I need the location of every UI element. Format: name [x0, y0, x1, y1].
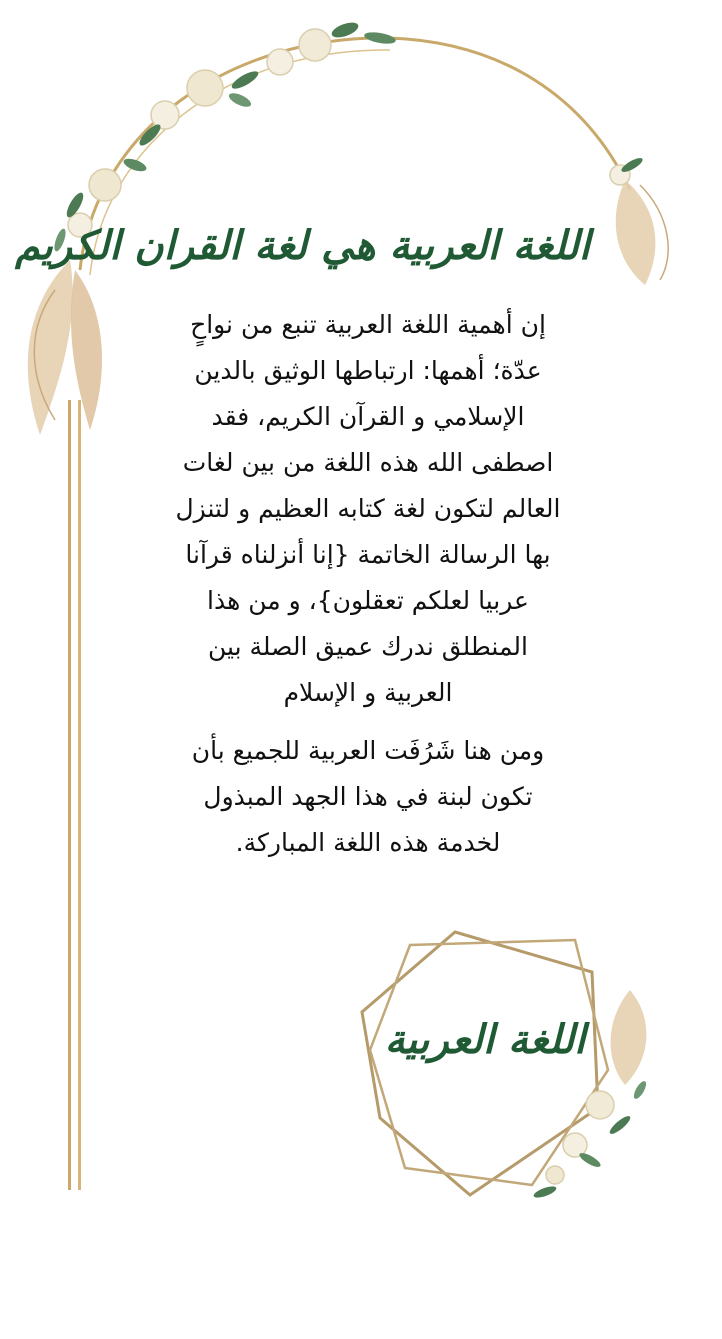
text-line: اصطفى الله هذه اللغة من بين لغات [182, 448, 554, 477]
text-line: تكون لبنة في هذا الجهد المبذول [203, 782, 533, 811]
paragraph-1 [140, 302, 596, 716]
gold-pole-left [68, 400, 71, 1190]
text-line: العالم لتكون لغة كتابه العظيم و لتنزل [175, 494, 561, 523]
gold-pole-right [78, 400, 81, 1190]
text-line: لخدمة هذه اللغة المباركة. [235, 828, 501, 857]
text-line: بها الرسالة الخاتمة {إنا أنزلناه قرآنا [185, 540, 551, 569]
text-line: عربيا لعلكم تعقلون}، و من هذا [207, 586, 529, 615]
pampas-left [28, 260, 102, 435]
pampas-right [616, 180, 668, 285]
text-line: عدّة؛ أهمها: ارتباطها الوثيق بالدين [194, 356, 542, 385]
text-line: إن أهمية اللغة العربية تنبع من نواحٍ [190, 310, 546, 339]
page-title: اللغة العربية هي لغة القران الكريم [15, 222, 590, 269]
text-line: العربية و الإسلام [283, 678, 453, 707]
paragraph-2 [140, 728, 596, 866]
text-line: ومن هنا شَرُفَت العربية للجميع بأن [191, 736, 545, 765]
badge-label: اللغة العربية [384, 1016, 586, 1063]
geo-frame-1 [362, 932, 598, 1195]
text-line: المنطلق ندرك عميق الصلة بين [208, 632, 528, 661]
text-line: الإسلامي و القرآن الكريم، فقد [211, 402, 525, 431]
